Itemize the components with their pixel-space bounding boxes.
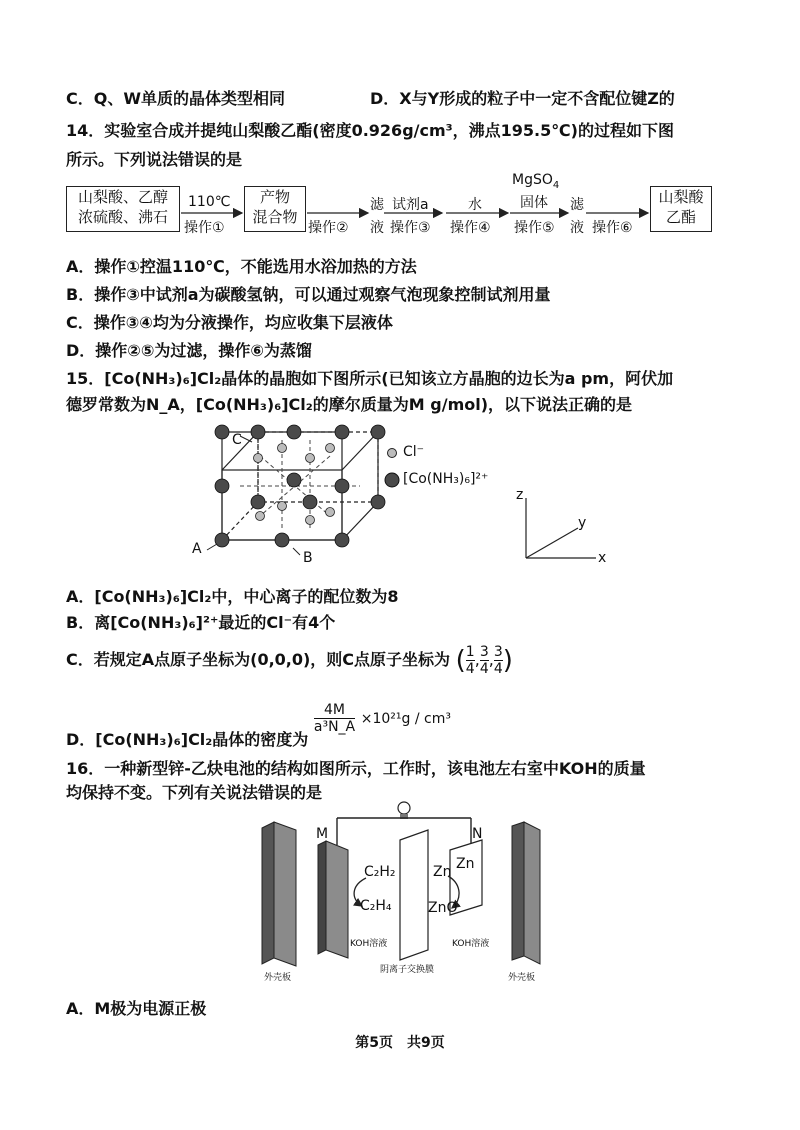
q14-option-c: C．操作③④均为分液操作，均应收集下层液体 (66, 313, 393, 332)
q15-option-c: C．若规定A点原子坐标为(0,0,0)，则C点原子坐标为 ( $\frac{1}{4}$ , $\frac{3}{4}$ , $\frac{3}{4}$ ) (66, 644, 513, 677)
q15-option-d: D．[Co(NH₃)₆]Cl₂晶体的密度为 $\frac{4M}{\text{a³N\_A}}$ ×10²¹g / cm³ (66, 702, 451, 749)
membrane-label: 阴离子交换膜 (380, 965, 435, 975)
q13-option-d: D．X与Y形成的粒子中一定不含配位键Z的 (370, 89, 675, 108)
flow-mgso4: MgSO$_4$ (512, 172, 560, 191)
flow-temp: 110℃ (188, 194, 231, 210)
flow-filtrate2-b: 液 (570, 220, 584, 236)
flow-op4: 操作④ (450, 220, 491, 236)
legend-co-label: [Co(NH₃)₆]²⁺ (403, 471, 489, 487)
anion-exchange-membrane (400, 830, 428, 960)
q15-stem-line2: 德罗常数为N_A，[Co(NH₃)₆]Cl₂的摩尔质量为M g/mol)，以下说法正确的是 (66, 395, 633, 414)
point-c-label: C (232, 432, 242, 448)
flow-filtrate1-b: 液 (370, 220, 384, 236)
right-shell-plate (512, 822, 540, 964)
q14-stem-line2: 所示。下列说法错误的是 (66, 150, 243, 169)
shell-right-label: 外壳板 (508, 973, 536, 983)
axis-z-label: z (516, 487, 524, 503)
flow-op3: 操作③ (390, 220, 431, 236)
left-shell-plate (262, 822, 296, 966)
flow-mixture-box: 产物 混合物 (244, 186, 306, 232)
q14-option-d: D．操作②⑤为过滤，操作⑥为蒸馏 (66, 341, 312, 360)
q16-option-a: A．M极为电源正极 (66, 999, 207, 1018)
zn-plate-label: Zn (456, 856, 475, 872)
c2h2-label: C₂H₂ (364, 864, 396, 880)
flow-filtrate1-a: 滤 (370, 197, 384, 213)
flow-product-box: 山梨酸 乙酯 (650, 186, 712, 232)
flow-op2: 操作② (308, 220, 349, 236)
zn-top-label: Zn (433, 864, 452, 880)
legend-cl-label: Cl⁻ (403, 444, 425, 460)
flow-filtrate2-a: 滤 (570, 197, 584, 213)
flow-start-box: 山梨酸、乙醇 浓硫酸、沸石 (66, 186, 180, 232)
page-footer: 第5页 共9页 (355, 1035, 445, 1051)
c2h4-label: C₂H₄ (360, 898, 392, 914)
q15-option-b: B．离[Co(NH₃)₆]²⁺最近的Cl⁻有4个 (66, 613, 336, 632)
zno-label: ZnO (428, 900, 458, 916)
q16-stem-line1: 16．一种新型锌-乙炔电池的结构如图所示，工作时，该电池左右室中KOH的质量 (66, 759, 646, 778)
electrode-n-label: N (472, 826, 483, 842)
flow-reagent-a: 试剂a (392, 197, 429, 213)
m-electrode (318, 841, 348, 958)
q15-option-a: A．[Co(NH₃)₆]Cl₂中，中心离子的配位数为8 (66, 587, 399, 606)
flow-solid: 固体 (520, 195, 548, 211)
koh-left-label: KOH溶液 (350, 939, 388, 949)
flow-op1: 操作① (184, 220, 225, 236)
flow-water: 水 (468, 197, 482, 213)
point-b-label: B (303, 550, 313, 566)
q15-stem-line1: 15．[Co(NH₃)₆]Cl₂晶体的晶胞如下图所示(已知该立方晶胞的边长为a pm，阿伏加 (66, 369, 674, 388)
bulb-icon (398, 802, 410, 819)
flow-op5: 操作⑤ (514, 220, 555, 236)
q14-option-a: A．操作①控温110℃，不能选用水浴加热的方法 (66, 257, 417, 276)
flow-op6: 操作⑥ (592, 220, 633, 236)
axis-y-label: y (578, 515, 587, 531)
electrode-m-label: M (316, 826, 329, 842)
koh-right-label: KOH溶液 (452, 939, 490, 949)
point-a-label: A (192, 541, 202, 557)
q14-stem-line1: 14．实验室合成并提纯山梨酸乙酯(密度0.926g/cm³，沸点195.5℃)的过程如下图 (66, 121, 674, 140)
axis-x-label: x (598, 550, 607, 566)
shell-left-label: 外壳板 (264, 973, 292, 983)
q16-stem-line2: 均保持不变。下列有关说法错误的是 (66, 783, 323, 802)
q13-option-c: C．Q、W单质的晶体类型相同 (66, 89, 285, 108)
q14-option-b: B．操作③中试剂a为碳酸氢钠，可以通过观察气泡现象控制试剂用量 (66, 285, 551, 304)
